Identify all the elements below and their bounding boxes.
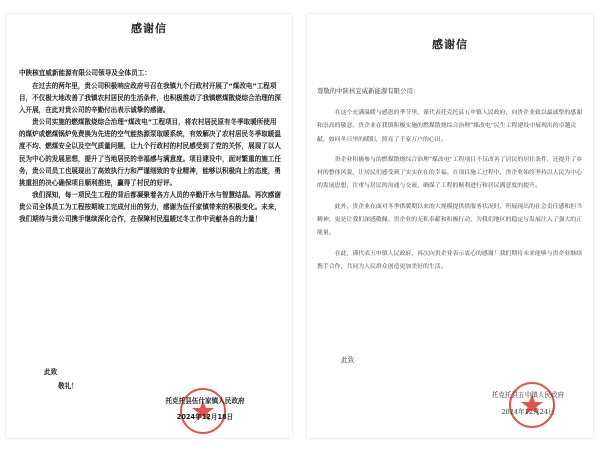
letter-paragraph: 在此，谨代表五申镇人民政府，再次向贵企业表示衷心的感谢！我们期待未来能够与贵企业继续携手合作，共同为人民群众创造更加美好的生活。 [317, 250, 583, 270]
letter-date: 2024年12月24日 [501, 408, 555, 416]
closing-line-2: 敬礼！ [58, 382, 78, 390]
letter-date: 2024年12月18日 [176, 413, 234, 421]
closing-line-1: 此致 [44, 368, 58, 376]
letter-paragraph: 在过去的两年里，贵公司积极响应政府号召在我镇九个行政村开展了“煤改电”工程项目，不仅极大地改善了我镇农村居民的生活条件，也积极推动了我镇燃煤散烧综合治理的深入开展，在此对贵公司的辛勤付出表示诚挚的感谢。 [19, 82, 281, 115]
letter-paragraph: 在这个充满温暖与感恩的季节里，谨代表托克托县五申镇人民政府，向贵企业致以最诚挚的感谢和崇高的敬意。贵企业在我镇积极实施的燃煤散烧综合治理“煤改电”民生工程建设中展现出的卓越贡献，如同冬日里的暖阳，照亮了千家万户的心田。 [317, 110, 583, 143]
letter-paragraph: 此外，贵企业在面对冬季供暖期以来的大规模提供供服务状况时，所展现出的社会责任感和担当精神，更是让我们深感敬佩。贵企业的无私奉献和积极行动，为我们地区的稳定与发展注入了强大的正能量。 [317, 203, 583, 237]
letter-paragraph: 我们深知，每一项民生工程的背后都凝聚着各方人员的辛勤汗水与智慧结晶。再次感谢贵公司全体员工为工程按期竣工完成付出的努力，感谢为伍仟家镇带来的积极变化。未来，我们期待与贵公司携手继续深化合作，在保障村民温暖过冬工作中贡献各自的力量！ [19, 190, 281, 224]
letter-body [19, 80, 281, 225]
letter-title: 感谢信 [432, 38, 468, 51]
letter-left [6, 14, 292, 438]
letter-title: 感谢信 [131, 22, 167, 35]
letter-salutation: 尊敬的中陕核宜威新能源有限公司： [317, 87, 420, 95]
official-seal [507, 380, 557, 430]
signature: 托克托县五申镇人民政府 [491, 391, 565, 399]
letter-paragraph: 贵企业积极参与的燃煤散烧综合治理“煤改电”工程项目不仅改善了居民的居住条件，还提升了乡村的整体风貌，让居民们感受到了实实在在的幸福。在项目施工过程中，贵企业始终坚持以人民为中心的发展思想，注重与居民的沟通与交流，确保了工程的顺利进行和居民满意度的提升。 [317, 156, 583, 190]
letter-body [317, 107, 583, 281]
letter-paragraph: 贵公司实施的燃煤散烧综合治理“煤改电”工程项目，将农村居民原有冬季取暖所使用的煤炉或燃煤锅炉免费换为先进的空气能热源泵取暖系统，有效解决了农村居民冬季取暖温度不均、燃煤安全以及空气质量问题，让九个行政村的村民感受到了党的关怀，展现了以人民为中心的发展思想，提升了当地居民的幸福感与满意度。项目建设中，面对繁重的施工任务，贵公司员工也展现出了高效执行力和严谨细致的专业精神，能够以积极向上的态度，勇挑重担的决心确保项目顺利推进，赢得了村民的好评。 [19, 118, 281, 187]
letter-salutation: 中陕核宜威新能源有限公司领导及全体员工： [19, 69, 151, 77]
signature: 托克托县伍什家镇人民政府 [165, 397, 245, 405]
closing-line-1: 此致 [341, 356, 355, 364]
letter-right [307, 14, 593, 438]
